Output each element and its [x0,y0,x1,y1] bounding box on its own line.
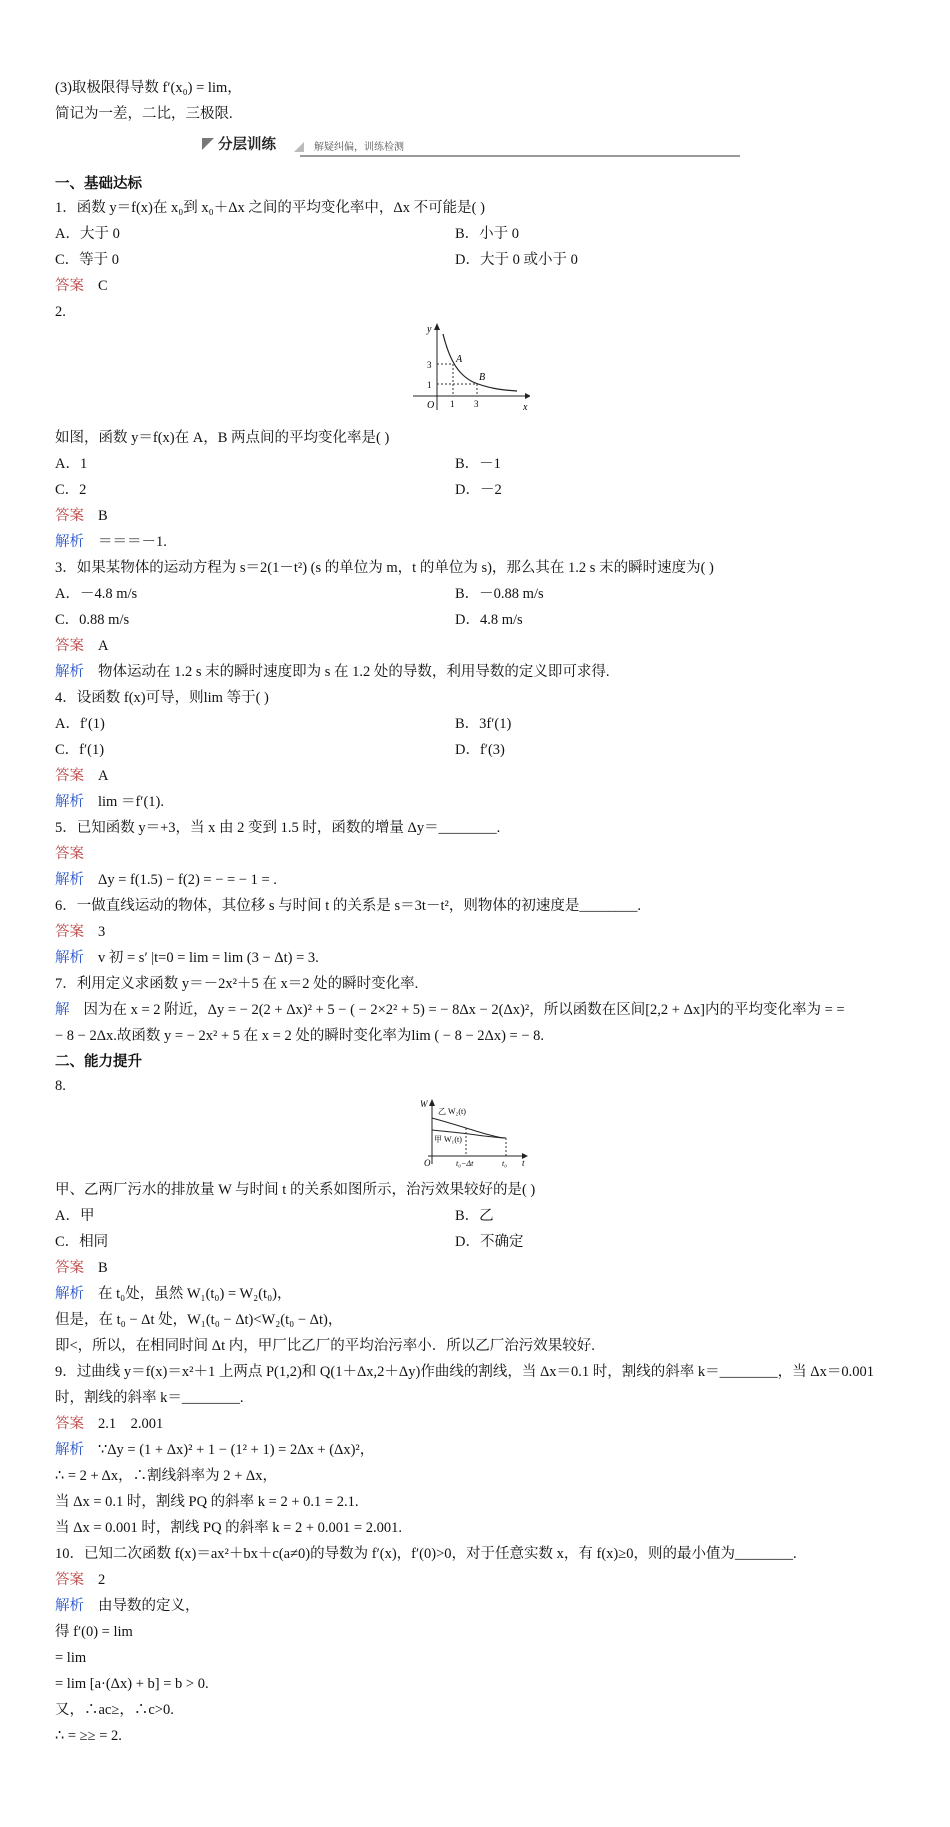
q4-option-c: C．f′(1) [55,742,105,758]
q8-label-w1: 甲 W₁(t) [434,1135,462,1144]
analysis-label: 解析 [55,1442,84,1458]
q2-tick-y3: 3 [427,360,432,370]
intro-line-1: (3)取极限得导数 f′(x₀) = lim， [55,80,242,96]
analysis-label: 解析 [55,1286,84,1302]
q2-analysis-text: ＝＝＝－1. [98,534,167,550]
q3-option-a: A．－4.8 m/s [55,586,138,602]
q1-option-a: A．大于 0 [55,226,120,242]
q8-number: 8. [55,1078,66,1094]
analysis-label: 解析 [55,664,84,680]
q3-analysis-text: 物体运动在 1.2 s 末的瞬时速度即为 s 在 1.2 处的导数，利用导数的定义即可求得. [98,664,610,680]
q5-analysis-text: Δy = f(1.5) − f(2) = − = − 1 = . [98,872,277,888]
banner-left-mark-icon [202,138,214,150]
q8-option-c: C．相同 [55,1234,109,1250]
q2-label-origin: O [427,400,435,411]
q2-option-a: A．1 [55,456,88,472]
analysis-label: 解析 [55,794,84,810]
answer-label: 答案 [55,924,84,940]
analysis-label: 解析 [55,872,84,888]
q8-option-a: A．甲 [55,1208,95,1224]
q8-w-arrow-icon [429,1099,435,1106]
answer-label: 答案 [55,768,84,784]
q7-solution-text-1: 因为在 x = 2 附近，Δy = − 2(2 + Δx)² + 5 − ( − 2×2² + 5) = − 8Δx − 2(Δx)²，所以函数在区间[2,2 + Δx]内的平均变化率为 = = [83,1002,845,1018]
q5-answer [55,844,880,866]
q2-tick-x3: 3 [474,399,479,409]
q2-analysis [55,532,880,554]
q2-tick-x1: 1 [450,399,455,409]
section-advanced-heading: 二、能力提升 [55,1054,142,1070]
q6-stem: 6．一做直线运动的物体，其位移 s 与时间 t 的关系是 s＝3t－t²，则物体的初速度是________. [55,898,641,914]
q8-figure [418,1098,530,1170]
q10-analysis-line-4: = lim [a·(Δx) + b] = b > 0. [55,1676,209,1692]
analysis-label: 解析 [55,1598,84,1614]
q2-stem: 如图，函数 y＝f(x)在 A，B 两点间的平均变化率是( ) [55,430,390,446]
q2-answer-value: B [98,508,108,524]
q10-analysis-line-5: 又，∴ac≥，∴c>0. [55,1702,174,1718]
q8-answer-value: B [98,1260,108,1276]
q4-analysis [55,792,880,814]
q7-stem: 7．利用定义求函数 y＝－2x²＋5 在 x＝2 处的瞬时变化率. [55,976,419,992]
q1-option-c: C．等于 0 [55,252,120,268]
q3-option-c: C．0.88 m/s [55,612,130,628]
q1-option-b: B．小于 0 [455,226,520,242]
q3-analysis [55,662,880,684]
q2-figure [405,322,530,414]
banner-right-mark-icon [294,142,304,152]
q9-analysis-line-1 [55,1440,880,1462]
q10-analysis-line-1 [55,1596,880,1618]
q9-analysis-line-3: 当 Δx = 0.1 时，割线 PQ 的斜率 k = 2 + 0.1 = 2.1. [55,1494,359,1510]
analysis-label: 解析 [55,950,84,966]
q8-label-origin: O [424,1158,431,1168]
analysis-label: 解析 [55,534,84,550]
q8-label-t0: t₀ [502,1159,508,1168]
q3-answer [55,636,880,658]
q8-answer [55,1258,880,1280]
q10-analysis-text-1: 由导数的定义， [98,1598,200,1614]
q4-answer [55,766,880,788]
q4-answer-value: A [98,768,109,784]
q6-analysis [55,948,880,970]
q4-option-a: A．f′(1) [55,716,105,732]
answer-label: 答案 [55,278,84,294]
answer-label: 答案 [55,1416,84,1432]
q4-stem: 4．设函数 f(x)可导，则lim 等于( ) [55,690,269,706]
q2-answer [55,506,880,528]
q2-x-arrow-icon [525,393,530,399]
intro-line-2: 简记为一差，二比，三极限. [55,106,233,122]
q10-answer-value: 2 [98,1572,106,1588]
q8-analysis-text-1: 在 t₀处，虽然 W₁(t₀) = W₂(t₀)， [98,1286,292,1302]
answer-label: 答案 [55,1572,84,1588]
q7-solution-line-1 [55,1000,880,1022]
q9-analysis-line-2: ∴ = 2 + Δx，∴割线斜率为 2 + Δx， [55,1468,277,1484]
q8-option-d: D．不确定 [455,1234,524,1250]
q2-label-x: x [523,402,528,413]
q6-answer [55,922,880,944]
q8-analysis-line-2: 但是，在 t₀ − Δt 处，W₁(t₀ − Δt)<W₂(t₀ − Δt)， [55,1312,343,1328]
q5-analysis [55,870,880,892]
q2-number: 2. [55,304,66,320]
q10-answer [55,1570,880,1592]
solution-label: 解 [55,1002,70,1018]
q10-analysis-line-6: ∴ = ≥≥ = 2. [55,1728,122,1744]
q9-analysis-text-1: ∵Δy = (1 + Δx)² + 1 − (1² + 1) = 2Δx + (Δx)²， [98,1442,375,1458]
q2-option-b: B．－1 [455,456,501,472]
q2-point-a: A [456,354,463,365]
q8-label-t: t [522,1158,525,1168]
q8-label-w: W [420,1099,428,1109]
q2-tick-y1: 1 [427,380,432,390]
q5-stem: 5．已知函数 y＝+3，当 x 由 2 变到 1.5 时，函数的增量 Δy＝________. [55,820,501,836]
q8-analysis-line-1 [55,1284,880,1306]
banner-title: 分层训练 [218,137,276,153]
q4-option-d: D．f′(3) [455,742,505,758]
q8-label-t0dt: t₀−Δt [456,1159,474,1168]
q8-label-w2: 乙 W₂(t) [438,1107,466,1116]
q1-answer [55,276,880,298]
q2-option-c: C．2 [55,482,87,498]
q3-stem: 3．如果某物体的运动方程为 s＝2(1－t²) (s 的单位为 m，t 的单位为 s)，那么其在 1.2 s 末的瞬时速度为( ) [55,560,714,576]
section-basic-heading: 一、基础达标 [55,176,142,192]
q10-stem: 10．已知二次函数 f(x)＝ax²＋bx＋c(a≠0)的导数为 f′(x)，f′(0)>0，对于任意实数 x，有 f(x)≥0，则的最小值为________. [55,1546,797,1562]
q2-y-arrow-icon [434,323,440,330]
q9-stem-line-1: 9．过曲线 y＝f(x)＝x²＋1 上两点 P(1,2)和 Q(1＋Δx,2＋Δy)作曲线的割线，当 Δx＝0.1 时，割线的斜率 k＝________，当 Δx＝0.001 [55,1364,874,1380]
q8-option-b: B．乙 [455,1208,494,1224]
q10-analysis-line-3: = lim [55,1650,87,1666]
q2-label-y: y [427,324,432,335]
q9-stem-line-2: 时，割线的斜率 k＝________. [55,1390,244,1406]
q4-analysis-text: lim ＝f′(1). [98,794,164,810]
q3-option-b: B．－0.88 m/s [455,586,544,602]
q4-option-b: B．3f′(1) [455,716,512,732]
q1-stem: 1．函数 y＝f(x)在 x₀到 x₀＋Δx 之间的平均变化率中，Δx 不可能是( ) [55,200,485,216]
q7-solution-line-2: − 8 − 2Δx.故函数 y = − 2x² + 5 在 x = 2 处的瞬时变化率为lim ( − 8 − 2Δx) = − 8. [55,1028,545,1044]
q1-answer-value: C [98,278,108,294]
q10-analysis-line-2: 得 f′(0) = lim [55,1624,133,1640]
answer-label: 答案 [55,846,84,862]
q6-analysis-text: v 初 = s′ |t=0 = lim = lim (3 − Δt) = 3. [98,950,319,966]
q6-answer-value: 3 [98,924,106,940]
q8-stem: 甲、乙两厂污水的排放量 W 与时间 t 的关系如图所示，治污效果较好的是( ) [55,1182,536,1198]
section-banner [200,135,740,161]
answer-label: 答案 [55,508,84,524]
q1-option-d: D．大于 0 或小于 0 [455,252,578,268]
q9-answer [55,1414,880,1436]
q9-analysis-line-4: 当 Δx = 0.001 时，割线 PQ 的斜率 k = 2 + 0.001 = 2.001. [55,1520,402,1536]
answer-label: 答案 [55,638,84,654]
q2-option-d: D．－2 [455,482,502,498]
q3-answer-value: A [98,638,109,654]
q8-analysis-line-3: 即<，所以，在相同时间 Δt 内，甲厂比乙厂的平均治污率小．所以乙厂治污效果较好. [55,1338,595,1354]
answer-label: 答案 [55,1260,84,1276]
banner-subtitle: 解疑纠偏，训练检测 [314,142,404,153]
q3-option-d: D．4.8 m/s [455,612,523,628]
q9-answer-value: 2.1 2.001 [98,1416,164,1432]
q2-point-b: B [479,372,486,383]
